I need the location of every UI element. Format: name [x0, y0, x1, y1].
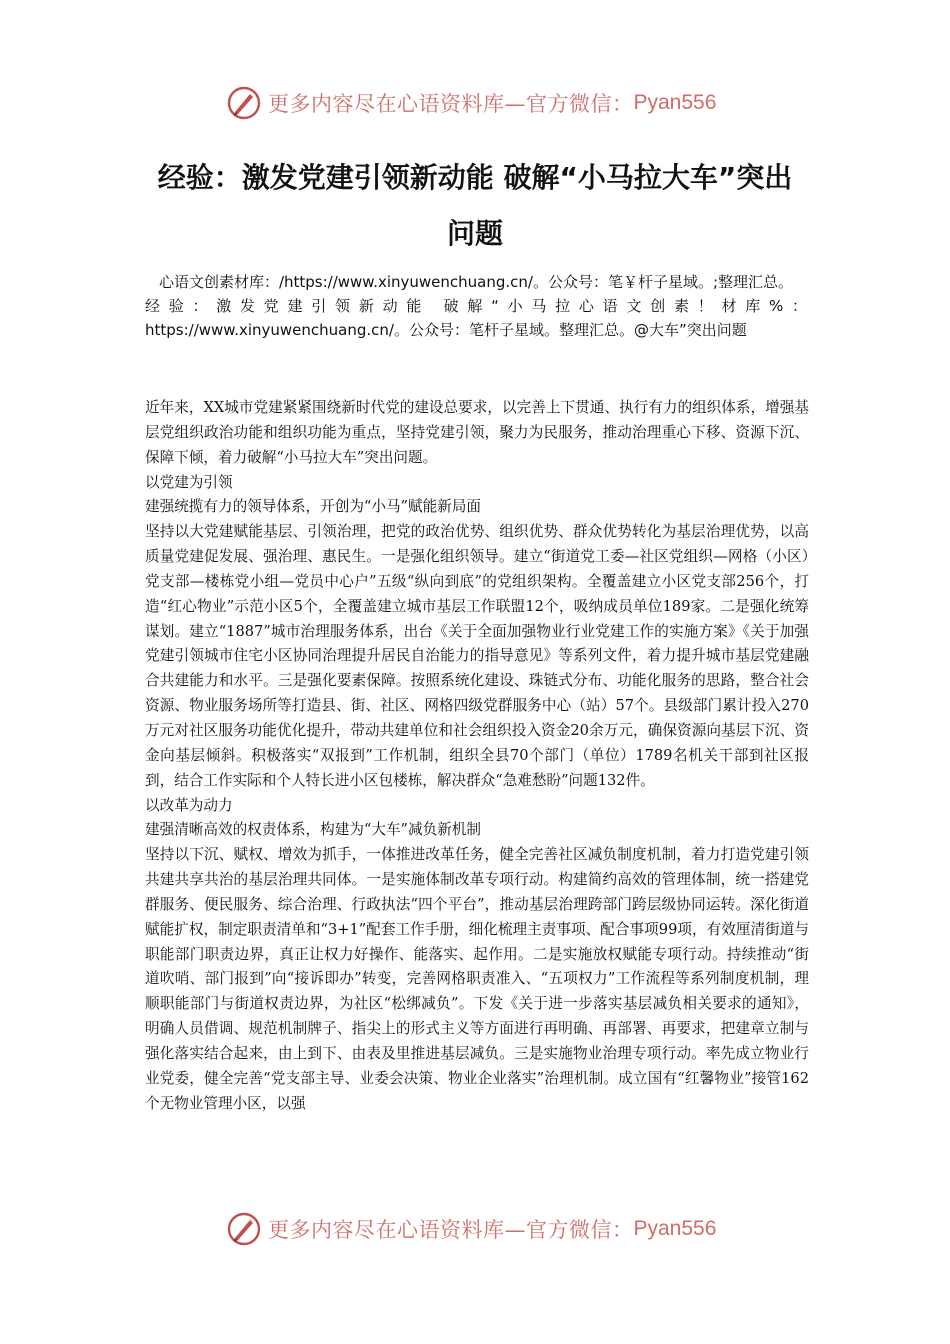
pen-logo-icon [226, 85, 262, 121]
section-subheading: 建强清晰高效的权责体系，构建为“大车”减负新机制 [145, 821, 481, 839]
body-paragraph: 坚持以大党建赋能基层、引领治理，把党的政治优势、组织优势、群众优势转化为基层治理优势，以高质量党建促发展、强治理、惠民生。一是强化组织领导。建立“街道党工委—社区党组织—网格（小区）党支部—楼栋党小组—党员中心户”五级“纵向到底”的党组织架构。全覆盖建立小区党支部256个，打造“红心物业”示范小区5个，全覆盖建立城市基层工作联盟12个，吸纳成员单位189家。二是强化统筹谋划。建立“1887”城市治理服务体系，出台《关于全面加强物业行业党建工作的实施方案》《关于加强党建引领城市住宅小区协同治理提升居民自治能力的指导意见》等系列文件，着力提升城市基层党建融合共建能力和水平。三是强化要素保障。按照系统化建设、珠链式分布、功能化服务的思路，整合社会资源、物业服务场所等打造县、街、社区、网格四级党群服务中心（站）57个。县级部门累计投入270万元对社区服务功能优化提升，带动共建单位和社会组织投入资金20余万元，确保资源向基层下沉、资金向基层倾斜。积极落实“双报到”工作机制，组织全县70个部门（单位）1789名机关干部到社区报到，结合工作实际和个人特长进小区包楼栋，解决群众“急难愁盼”问题132件。 [145, 523, 809, 789]
body-paragraph: 坚持以下沉、赋权、增效为抓手，一体推进改革任务，健全完善社区减负制度机制，着力打造党建引领共建共享共治的基层治理共同体。一是实施体制改革专项行动。构建简约高效的管理体制，统一搭建党群服务、便民服务、综合治理、行政执法“四个平台”，推动基层治理跨部门跨层级协同运转。深化街道赋能扩权，制定职责清单和“3+1”配套工作手册，细化梳理主责事项、配合事项99项，有效厘清街道与职能部门职责边界，真正让权力好操作、能落实、起作用。二是实施放权赋能专项行动。持续推动“街道吹哨、部门报到”向“接诉即办”转变，完善网格职责准入、“五项权力”工作流程等系列制度机制，理顺职能部门与街道权责边界，为社区“松绑减负”。下发《关于进一步落实基层减负相关要求的通知》，明确人员借调、规范机制牌子、指尖上的形式主义等方面进行再明确、再部署、再要求，把建章立制与强化落实结合起来，由上到下、由表及里推进基层减负。三是实施物业治理专项行动。率先成立物业行业党委，健全完善“党支部主导、业委会决策、物业企业落实”治理机制。成立国有“红馨物业”接管162个无物业管理小区，以强 [145, 846, 809, 1112]
article-body [145, 396, 809, 1116]
footer-banner [226, 1208, 716, 1250]
header-banner [226, 82, 716, 124]
wechat-handle: Pyan556 [633, 91, 717, 114]
source-line: 心语文创素材库：/https://www.xinyuwenchuang.cn/。公众号：笔￥杆子星域。;整理汇总。 [158, 273, 794, 291]
source-block [145, 270, 807, 342]
section-subheading: 建强统揽有力的领导体系，开创为“小马”赋能新局面 [145, 498, 481, 516]
intro-paragraph: 近年来，XX城市党建紧紧围绕新时代党的建设总要求，以完善上下贯通、执行有力的组织体系，增强基层党组织政治功能和组织功能为重点，坚持党建引领，聚力为民服务，推动治理重心下移、资源下沉、保障下倾，着力破解“小马拉大车”突出问题。 [145, 399, 809, 466]
page-title: 经验：激发党建引领新动能 破解“小马拉大车”突出问题 [157, 161, 793, 250]
wechat-handle: Pyan556 [633, 1217, 717, 1240]
section-heading: 以改革为动力 [145, 796, 233, 814]
pen-logo-icon [226, 1211, 262, 1247]
section-heading: 以党建为引领 [145, 473, 233, 491]
banner-text: 更多内容尽在心语资料库—官方微信： [268, 1218, 634, 1242]
source-line: 经验：激发党建引领新动能 破解“小马拉心语文创素！材库%：https://www.xinyuwenchuang.cn/。公众号：笔杆子星域。整理汇总。@大车”突出问题 [145, 297, 807, 339]
banner-text: 更多内容尽在心语资料库—官方微信： [268, 92, 634, 116]
